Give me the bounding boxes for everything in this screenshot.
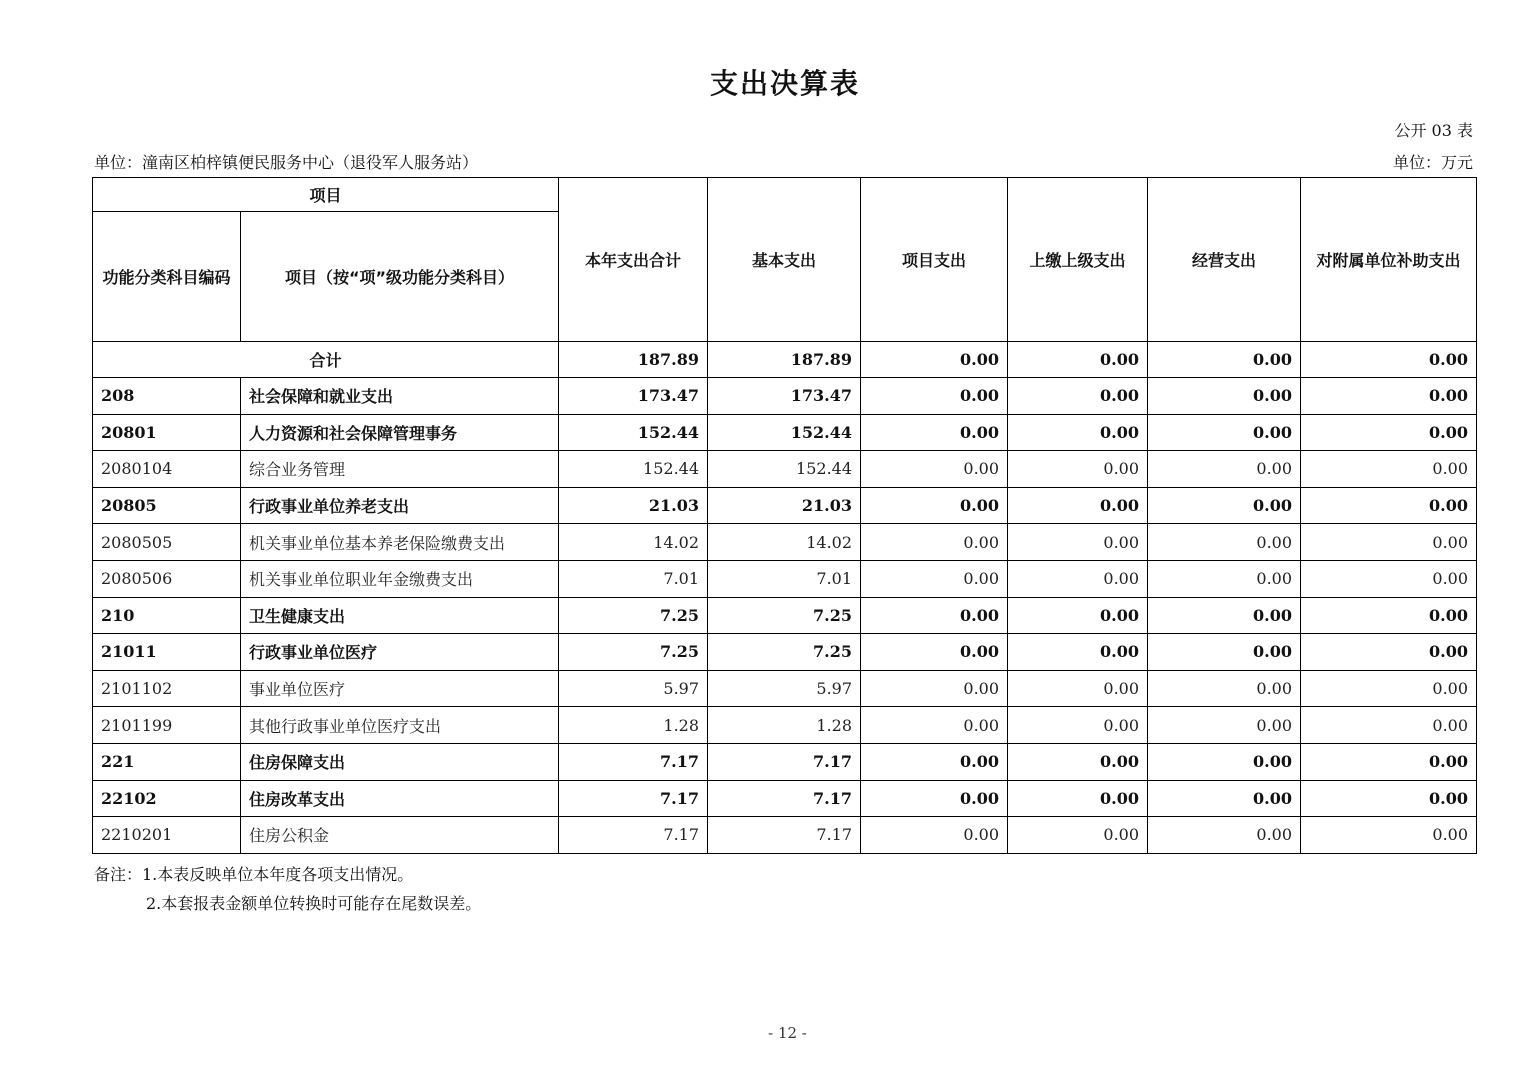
row-code: 208 [93, 378, 241, 415]
row-value: 152.44 [559, 414, 708, 451]
row-value: 0.00 [1008, 597, 1148, 634]
row-value: 0.00 [1148, 597, 1301, 634]
row-code: 20805 [93, 487, 241, 524]
row-value: 0.00 [1008, 524, 1148, 561]
total-row [93, 342, 1477, 378]
row-name: 卫生健康支出 [241, 597, 559, 634]
notes [94, 860, 481, 918]
row-value: 0.00 [861, 670, 1008, 707]
row-value: 0.00 [1008, 634, 1148, 671]
row-value: 7.17 [559, 817, 708, 854]
table-row [93, 743, 1477, 780]
row-value: 7.17 [559, 780, 708, 817]
row-value: 0.00 [1148, 451, 1301, 488]
table-header [93, 178, 1477, 342]
header-subsidy: 对附属单位补助支出 [1301, 178, 1477, 342]
page-title: 支出决算表 [709, 67, 860, 100]
table-row [93, 487, 1477, 524]
row-value: 0.00 [1301, 524, 1477, 561]
row-value: 0.00 [1148, 414, 1301, 451]
row-value: 0.00 [861, 414, 1008, 451]
row-value: 0.00 [1301, 597, 1477, 634]
row-value: 0.00 [1301, 487, 1477, 524]
row-value: 0.00 [861, 634, 1008, 671]
table-row [93, 597, 1477, 634]
form-number: 公开 03 表 [1394, 121, 1473, 140]
row-value: 5.97 [708, 670, 861, 707]
currency-unit: 单位：万元 [1392, 153, 1473, 172]
row-value: 0.00 [1301, 378, 1477, 415]
row-code: 2080506 [93, 560, 241, 597]
expenditure-table [92, 177, 1477, 854]
header-project: 项目支出 [861, 178, 1008, 342]
row-name: 机关事业单位基本养老保险缴费支出 [241, 524, 559, 561]
table-row [93, 560, 1477, 597]
row-value: 0.00 [1301, 634, 1477, 671]
header-name: 项目（按“项”级功能分类科目） [241, 212, 559, 342]
row-value: 152.44 [708, 451, 861, 488]
organization-unit: 单位：潼南区柏梓镇便民服务中心（退役军人服务站） [94, 153, 479, 172]
row-value: 21.03 [559, 487, 708, 524]
row-value: 0.00 [1148, 817, 1301, 854]
row-code: 20801 [93, 414, 241, 451]
row-value: 0.00 [1008, 414, 1148, 451]
table-row [93, 524, 1477, 561]
row-code: 2080505 [93, 524, 241, 561]
row-value: 0.00 [861, 487, 1008, 524]
row-value: 7.17 [708, 743, 861, 780]
row-value: 7.17 [708, 780, 861, 817]
row-value: 7.01 [708, 560, 861, 597]
row-value: 5.97 [559, 670, 708, 707]
table-row [93, 451, 1477, 488]
row-value: 1.28 [559, 707, 708, 744]
row-name: 人力资源和社会保障管理事务 [241, 414, 559, 451]
row-value: 0.00 [861, 524, 1008, 561]
row-value: 1.28 [708, 707, 861, 744]
row-name: 事业单位医疗 [241, 670, 559, 707]
total-value: 187.89 [708, 342, 861, 378]
row-name: 社会保障和就业支出 [241, 378, 559, 415]
row-value: 0.00 [861, 817, 1008, 854]
row-value: 0.00 [1301, 560, 1477, 597]
total-value: 0.00 [1008, 342, 1148, 378]
row-code: 2101199 [93, 707, 241, 744]
row-value: 7.17 [708, 817, 861, 854]
table-row [93, 414, 1477, 451]
row-value: 0.00 [1301, 670, 1477, 707]
table-row [93, 780, 1477, 817]
row-value: 0.00 [1008, 378, 1148, 415]
row-value: 21.03 [708, 487, 861, 524]
table-row [93, 378, 1477, 415]
note-1: 备注：1.本表反映单位本年度各项支出情况。 [94, 865, 414, 884]
row-value: 0.00 [861, 378, 1008, 415]
total-value: 0.00 [1148, 342, 1301, 378]
row-value: 0.00 [1148, 780, 1301, 817]
page-number: - 12 - [768, 1024, 807, 1042]
row-code: 21011 [93, 634, 241, 671]
row-value: 0.00 [1301, 743, 1477, 780]
row-value: 0.00 [1301, 780, 1477, 817]
row-code: 2101102 [93, 670, 241, 707]
row-value: 0.00 [1148, 634, 1301, 671]
header-upper: 上缴上级支出 [1008, 178, 1148, 342]
table-row [93, 707, 1477, 744]
total-label: 合计 [93, 342, 559, 378]
row-value: 7.17 [559, 743, 708, 780]
table-row [93, 670, 1477, 707]
row-value: 7.01 [559, 560, 708, 597]
row-code: 2210201 [93, 817, 241, 854]
row-name: 行政事业单位养老支出 [241, 487, 559, 524]
row-value: 0.00 [861, 451, 1008, 488]
row-value: 0.00 [861, 597, 1008, 634]
row-value: 0.00 [1301, 707, 1477, 744]
row-value: 152.44 [708, 414, 861, 451]
header-basic: 基本支出 [708, 178, 861, 342]
row-name: 住房改革支出 [241, 780, 559, 817]
row-value: 0.00 [1008, 707, 1148, 744]
row-value: 0.00 [1301, 451, 1477, 488]
row-value: 173.47 [708, 378, 861, 415]
row-value: 7.25 [708, 634, 861, 671]
row-value: 0.00 [1148, 707, 1301, 744]
header-business: 经营支出 [1148, 178, 1301, 342]
row-value: 14.02 [559, 524, 708, 561]
row-value: 0.00 [1148, 670, 1301, 707]
row-value: 0.00 [1008, 817, 1148, 854]
row-name: 机关事业单位职业年金缴费支出 [241, 560, 559, 597]
note-2: 2.本套报表金额单位转换时可能存在尾数误差。 [146, 894, 482, 913]
row-value: 0.00 [1008, 743, 1148, 780]
row-value: 0.00 [861, 743, 1008, 780]
row-name: 综合业务管理 [241, 451, 559, 488]
total-value: 187.89 [559, 342, 708, 378]
table-row [93, 817, 1477, 854]
row-name: 其他行政事业单位医疗支出 [241, 707, 559, 744]
row-value: 0.00 [861, 780, 1008, 817]
row-value: 0.00 [1008, 670, 1148, 707]
row-value: 7.25 [708, 597, 861, 634]
header-code: 功能分类科目编码 [93, 212, 241, 342]
row-value: 0.00 [1148, 378, 1301, 415]
row-value: 0.00 [1008, 780, 1148, 817]
row-name: 行政事业单位医疗 [241, 634, 559, 671]
row-value: 7.25 [559, 597, 708, 634]
row-value: 0.00 [1148, 524, 1301, 561]
header-total: 本年支出合计 [559, 178, 708, 342]
total-value: 0.00 [861, 342, 1008, 378]
row-value: 7.25 [559, 634, 708, 671]
row-value: 0.00 [1148, 560, 1301, 597]
row-value: 14.02 [708, 524, 861, 561]
row-name: 住房保障支出 [241, 743, 559, 780]
total-value: 0.00 [1301, 342, 1477, 378]
row-value: 0.00 [861, 560, 1008, 597]
row-code: 221 [93, 743, 241, 780]
table-body [93, 342, 1477, 854]
row-code: 22102 [93, 780, 241, 817]
row-value: 0.00 [861, 707, 1008, 744]
row-value: 0.00 [1008, 487, 1148, 524]
row-value: 0.00 [1008, 560, 1148, 597]
row-code: 210 [93, 597, 241, 634]
row-value: 173.47 [559, 378, 708, 415]
header-project-group: 项目 [93, 178, 559, 212]
row-value: 152.44 [559, 451, 708, 488]
table-row [93, 634, 1477, 671]
row-value: 0.00 [1148, 743, 1301, 780]
row-value: 0.00 [1301, 817, 1477, 854]
row-code: 2080104 [93, 451, 241, 488]
row-name: 住房公积金 [241, 817, 559, 854]
row-value: 0.00 [1008, 451, 1148, 488]
row-value: 0.00 [1148, 487, 1301, 524]
row-value: 0.00 [1301, 414, 1477, 451]
